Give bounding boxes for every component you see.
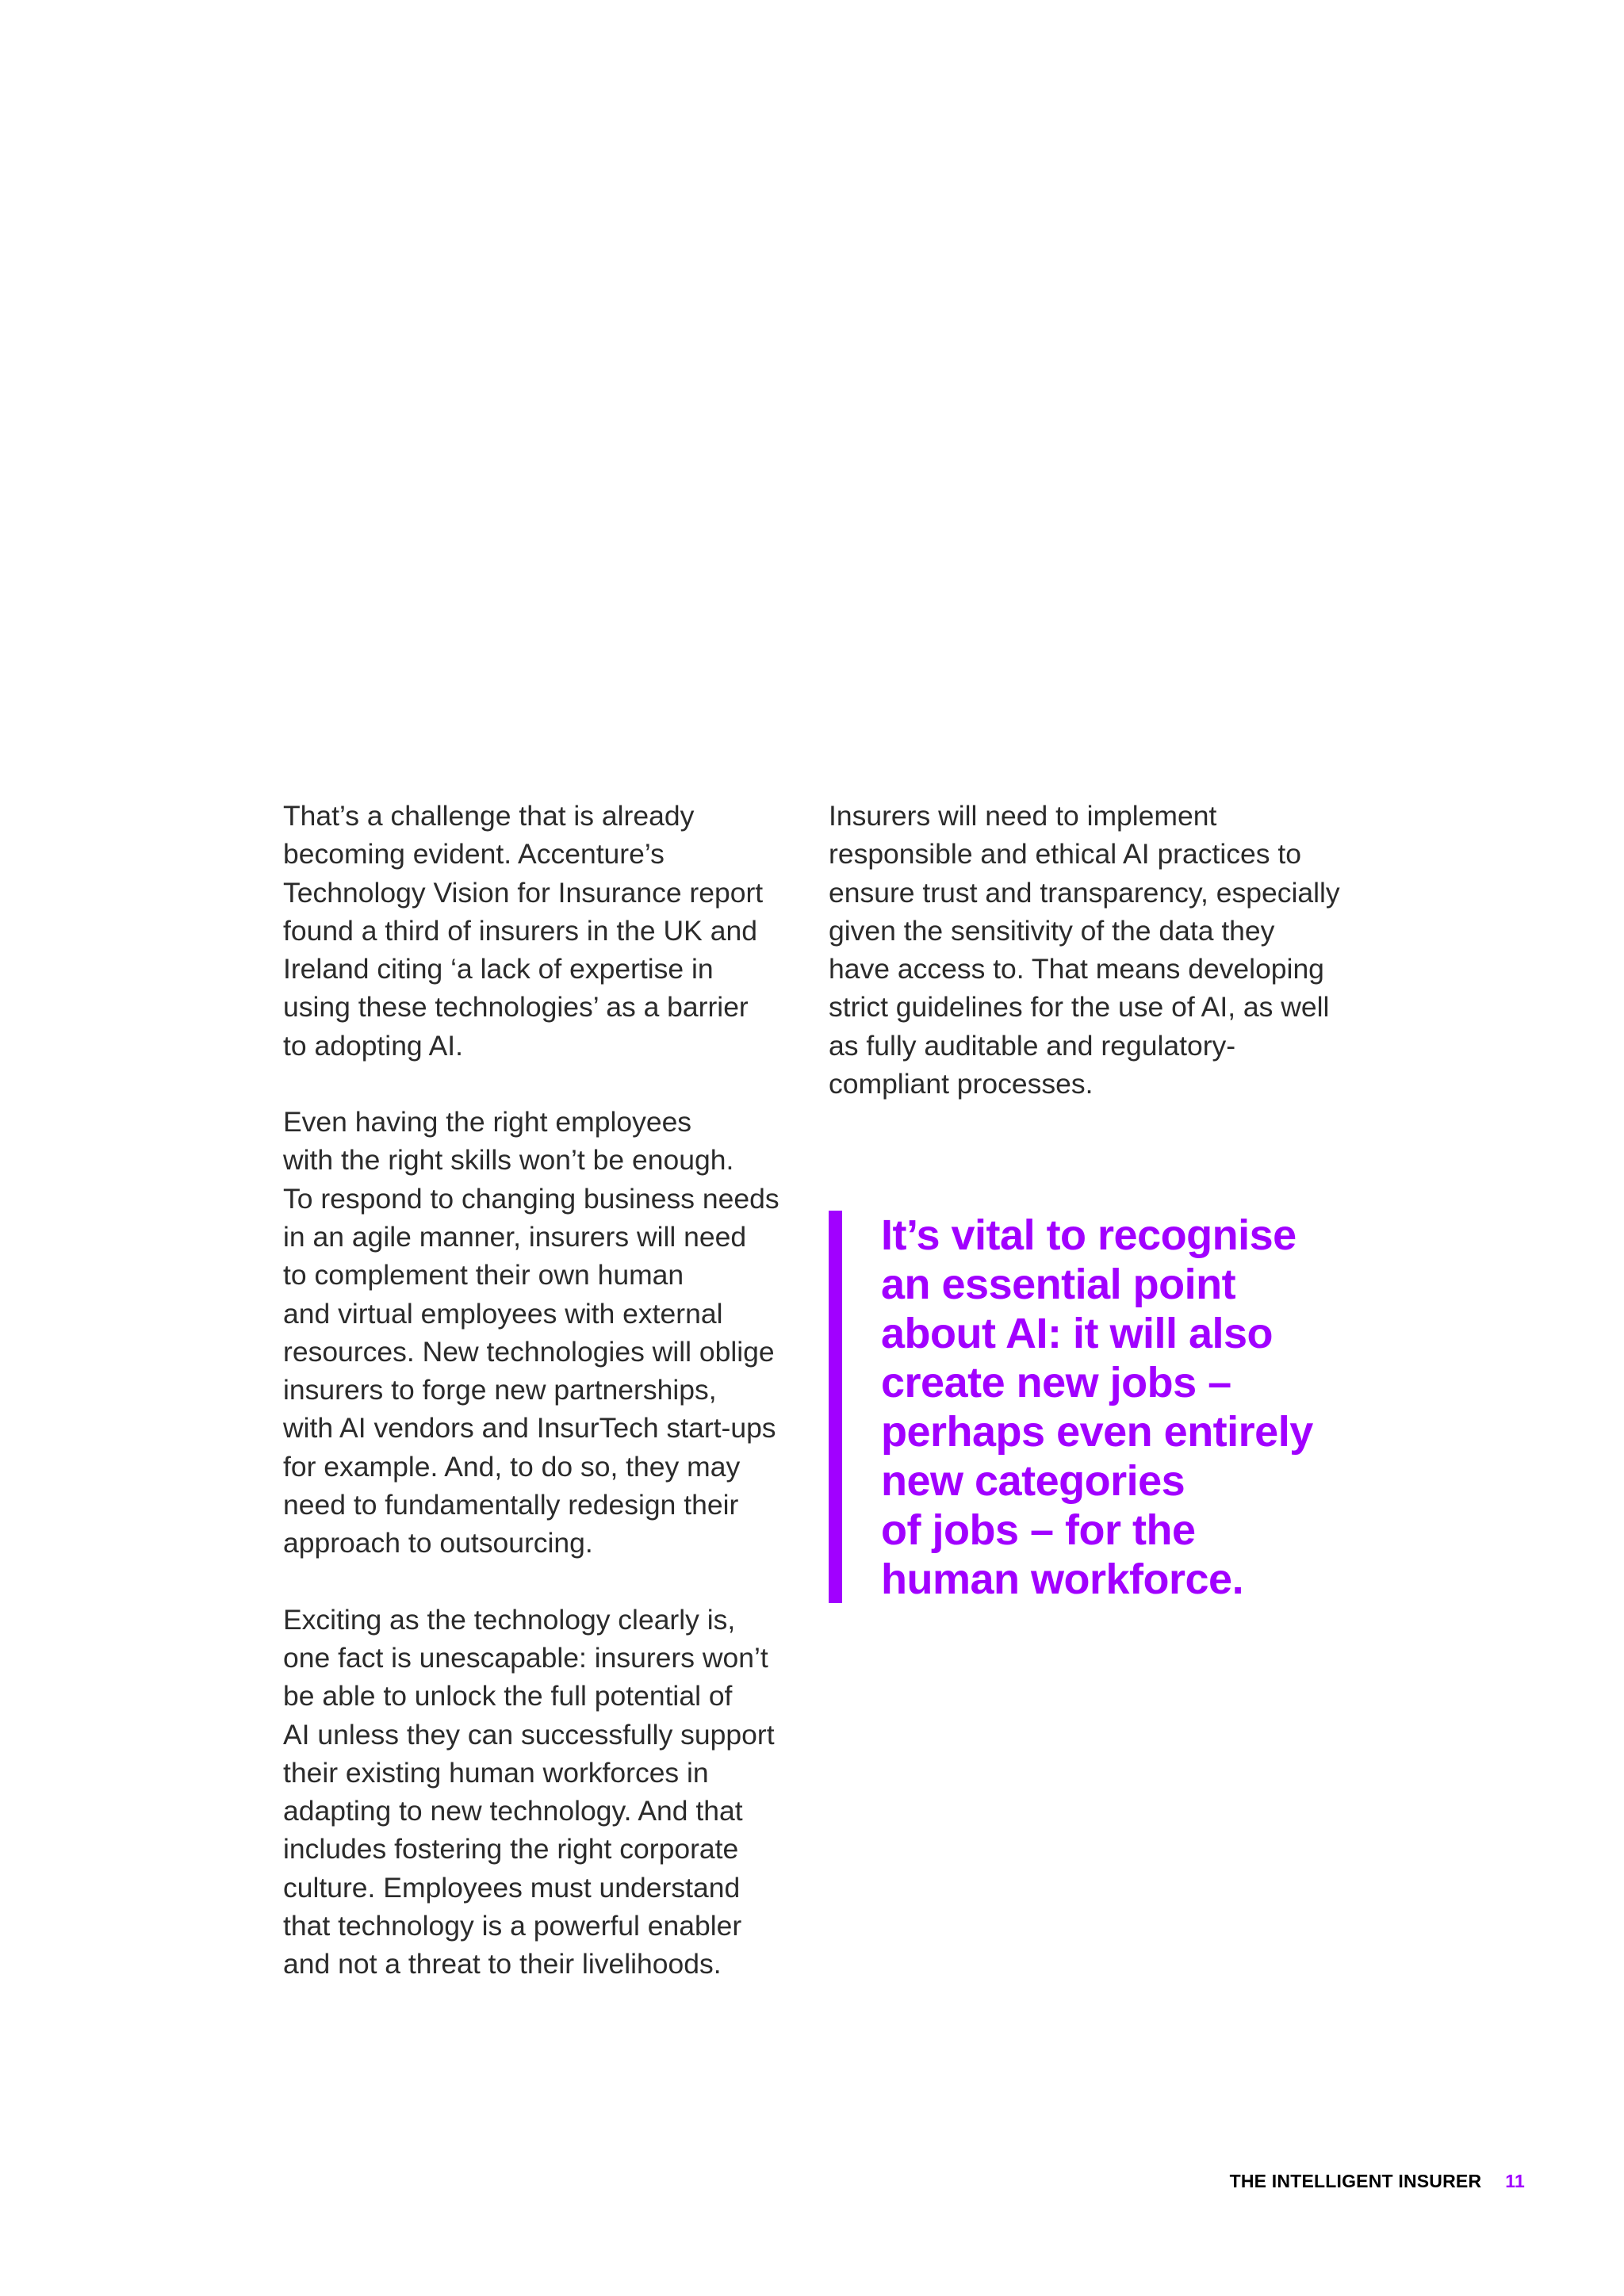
text-line: Exciting as the technology clearly is, — [283, 1603, 736, 1636]
publication-title: THE INTELLIGENT INSURER — [1229, 2171, 1482, 2191]
page-footer — [1230, 2171, 1525, 2192]
text-line: includes fostering the right corporate — [283, 1833, 739, 1866]
text-line: AI unless they can successfully support — [283, 1718, 775, 1751]
body-paragraph-2 — [283, 1103, 791, 1563]
text-line: to adopting AI. — [283, 1029, 463, 1062]
text-line: in an agile manner, insurers will need — [283, 1220, 747, 1253]
quote-line: create new jobs – — [881, 1359, 1231, 1406]
text-line: as fully auditable and regulatory- — [829, 1029, 1236, 1062]
text-line: be able to unlock the full potential of — [283, 1680, 733, 1712]
quote-line: of jobs – for the — [881, 1506, 1196, 1554]
text-line: with AI vendors and InsurTech start-ups — [283, 1412, 776, 1445]
text-line: found a third of insurers in the UK and — [283, 914, 757, 947]
right-column — [829, 797, 1352, 1141]
body-paragraph-1 — [283, 797, 791, 1065]
text-line: Technology Vision for Insurance report — [283, 876, 764, 909]
left-column — [283, 797, 791, 2022]
text-line: ensure trust and transparency, especially — [829, 876, 1340, 909]
text-line: responsible and ethical AI practices to — [829, 838, 1301, 871]
body-paragraph-3 — [283, 1601, 791, 1984]
text-line: Ireland citing ‘a lack of expertise in — [283, 953, 714, 985]
text-line: adapting to new technology. And that — [283, 1795, 743, 1827]
text-line: culture. Employees must understand — [283, 1871, 741, 1904]
text-line: have access to. That means developing — [829, 953, 1324, 985]
text-line: That’s a challenge that is already — [283, 800, 695, 832]
pull-quote-text — [881, 1211, 1313, 1604]
page-number: 11 — [1505, 2171, 1525, 2191]
text-line: insurers to forge new partnerships, — [283, 1374, 717, 1406]
text-line: to complement their own human — [283, 1259, 684, 1292]
quote-line: an essential point — [881, 1261, 1236, 1308]
text-line: Even having the right employees — [283, 1106, 692, 1138]
text-line: using these technologies’ as a barrier — [283, 991, 749, 1024]
text-line: and not a threat to their livelihoods. — [283, 1948, 722, 1980]
text-line: becoming evident. Accenture’s — [283, 838, 665, 871]
quote-line: new categories — [881, 1457, 1185, 1505]
body-paragraph-4 — [829, 797, 1352, 1103]
text-line: Insurers will need to implement — [829, 800, 1217, 832]
text-line: To respond to changing business needs — [283, 1182, 779, 1215]
text-line: resources. New technologies will oblige — [283, 1335, 775, 1368]
quote-line: human workforce. — [881, 1556, 1244, 1603]
text-line: for example. And, to do so, they may — [283, 1450, 741, 1483]
text-line: compliant processes. — [829, 1068, 1094, 1100]
text-line: approach to outsourcing. — [283, 1527, 593, 1559]
text-line: one fact is unescapable: insurers won’t — [283, 1641, 768, 1674]
quote-accent-bar — [829, 1211, 842, 1603]
quote-line: perhaps even entirely — [881, 1408, 1313, 1456]
quote-line: about AI: it will also — [881, 1310, 1274, 1357]
text-line: and virtual employees with external — [283, 1297, 723, 1330]
text-line: with the right skills won’t be enough. — [283, 1144, 734, 1177]
text-line: need to fundamentally redesign their — [283, 1489, 739, 1521]
text-line: given the sensitivity of the data they — [829, 914, 1275, 947]
text-line: strict guidelines for the use of AI, as well — [829, 991, 1330, 1024]
text-line: their existing human workforces in — [283, 1756, 709, 1789]
quote-line: It’s vital to recognise — [881, 1211, 1297, 1259]
text-line: that technology is a powerful enabler — [283, 1910, 742, 1942]
pull-quote — [829, 1211, 1368, 1603]
